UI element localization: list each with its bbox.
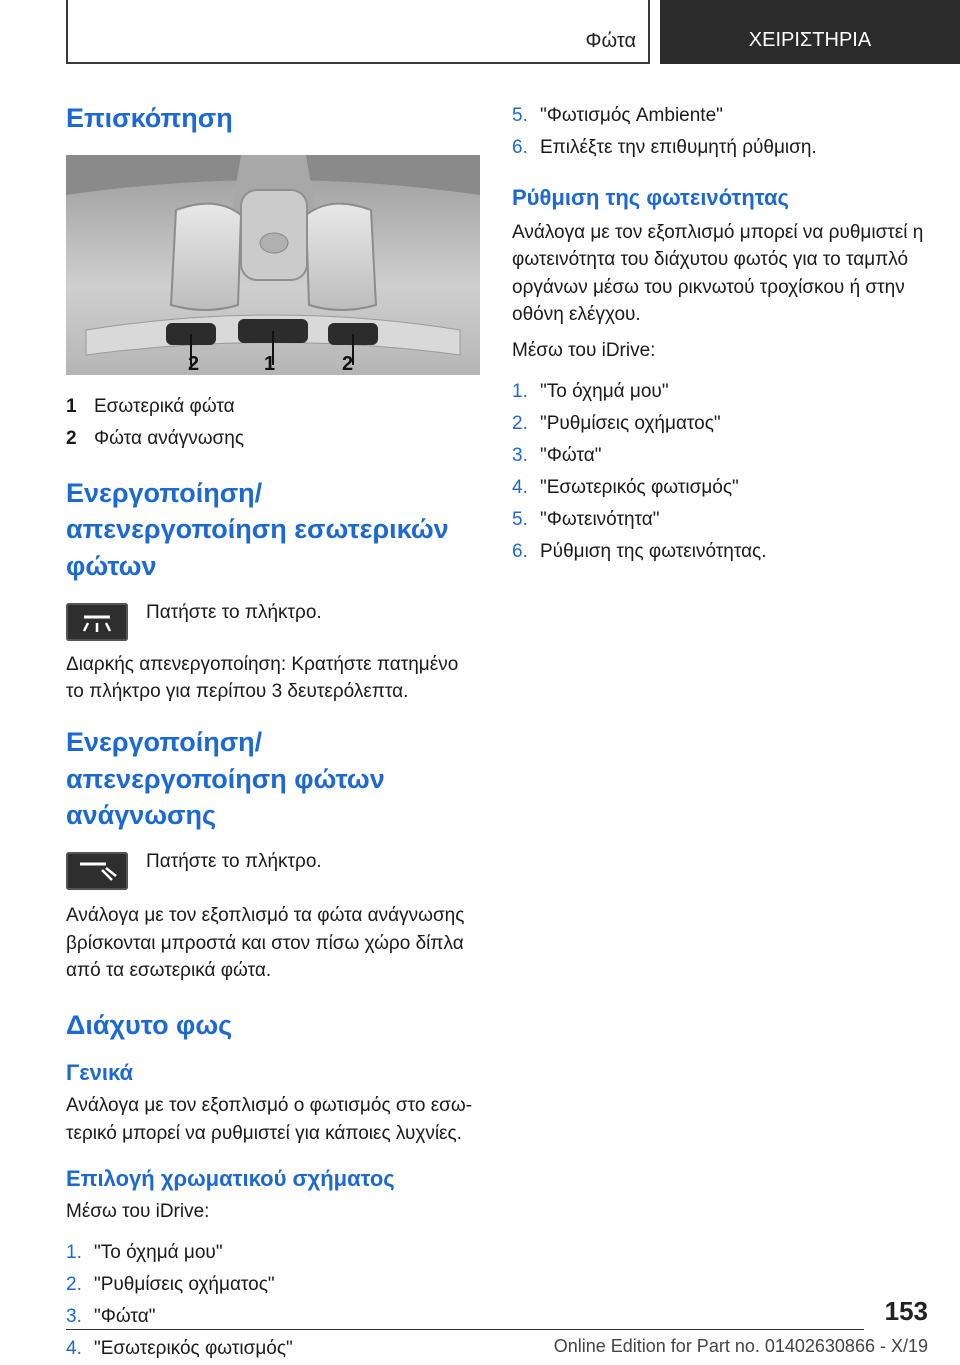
step-text: "Φωτεινότητα" xyxy=(540,509,660,531)
figure-legend xyxy=(66,391,480,455)
general-desc-text: Ανάλογα με τον εξοπλισμό ο φωτισμός στο εσω- τερικό μπορεί να ρυθμιστεί για κάποιες λυχνίες. xyxy=(66,1095,473,1144)
legend-number: 1 xyxy=(66,395,77,417)
overhead-console-illustration xyxy=(66,155,480,375)
brightness-heading: Ρύθμιση της φωτεινότητας xyxy=(512,185,789,210)
ambient-light-heading: Διάχυτο φως xyxy=(66,1009,233,1040)
left-column xyxy=(66,100,480,1365)
overview-heading: Επισκόπηση xyxy=(66,103,233,133)
step-number: 5. xyxy=(512,509,528,531)
step-number: 4. xyxy=(66,1338,82,1360)
footer-divider xyxy=(66,1329,864,1330)
overhead-console-image xyxy=(66,155,480,375)
step-text: "Εσωτερικός φωτισμός" xyxy=(94,1338,293,1360)
step-number: 3. xyxy=(66,1306,82,1328)
list-item xyxy=(512,472,950,504)
figure-label-right: 2 xyxy=(342,352,354,375)
step-text: "Εσωτερικός φωτισμός" xyxy=(540,477,739,499)
interior-light-instruction xyxy=(66,599,480,641)
list-item xyxy=(512,100,950,132)
step-text: Επιλέξτε την επιθυμητή ρύθμιση. xyxy=(540,137,817,158)
color-via-text: Μέσω του iDrive: xyxy=(66,1200,210,1222)
interior-light-button-icon xyxy=(66,603,128,641)
list-item xyxy=(66,1269,480,1301)
figure-label-left: 2 xyxy=(188,352,200,375)
step-text: "Φώτα" xyxy=(94,1306,156,1328)
chapter-title: Φώτα xyxy=(585,30,636,52)
right-column xyxy=(512,100,950,568)
step-number: 1. xyxy=(512,381,528,403)
step-text: "Το όχημά μου" xyxy=(540,381,669,403)
step-number: 1. xyxy=(66,1242,82,1264)
step-text: "Φώτα" xyxy=(540,445,602,467)
color-scheme-heading: Επιλογή χρωματικού σχήματος xyxy=(66,1166,395,1192)
brightness-desc-text: Ανάλογα με τον εξοπλισμό μπορεί να ρυθμιστεί η φωτεινότητα του διάχυτου φωτός για το ταμπλό οργάνων μέσω του ρικνωτού τροχίσκου ή στην οθόνη ελέγχου. xyxy=(512,221,924,326)
step-text: "Ρυθμίσεις οχήματος" xyxy=(94,1274,275,1296)
brightness-steps xyxy=(512,376,950,568)
reading-desc-text: Ανάλογα με τον εξοπλισμό τα φώτα ανάγνωσης βρίσκονται μπροστά και στον πίσω χώρο δίπλα από τα εσωτερικά φώτα. xyxy=(66,905,465,982)
page-number: 153 xyxy=(884,1296,928,1326)
list-item xyxy=(512,440,950,472)
legend-text: Εσωτερικά φώτα xyxy=(94,395,235,417)
reading-lights-heading: Ενεργοποίηση/απενεργοποίηση φώτων ανάγνωσης xyxy=(66,726,385,831)
list-item xyxy=(512,376,950,408)
interior-press-text: Πατήστε το πλήκτρο. xyxy=(146,601,322,623)
list-item xyxy=(66,1237,480,1269)
brightness-via-text: Μέσω του iDrive: xyxy=(512,339,656,361)
section-tab: ΧΕΙΡΙΣΤΗΡΙΑ xyxy=(660,0,960,64)
reading-press-text: Πατήστε το πλήκτρο. xyxy=(146,851,322,873)
legend-item xyxy=(66,391,480,423)
interior-lights-heading: Ενεργοποίηση/απενεργοποίηση εσωτερικών φώτων xyxy=(66,477,449,582)
list-item xyxy=(512,536,950,568)
list-item xyxy=(66,1333,480,1365)
list-item xyxy=(512,504,950,536)
list-item xyxy=(512,408,950,440)
footer-edition: Online Edition for Part no. 01402630866 - X/19 xyxy=(553,1336,928,1356)
step-number: 2. xyxy=(66,1274,82,1296)
step-number: 6. xyxy=(512,541,528,563)
list-item xyxy=(512,132,950,164)
step-number: 3. xyxy=(512,445,528,467)
legend-item xyxy=(66,423,480,455)
step-text: "Το όχημά μου" xyxy=(94,1242,223,1264)
step-text: "Ρυθμίσεις οχήματος" xyxy=(540,413,721,435)
step-number: 4. xyxy=(512,477,528,499)
color-scheme-steps xyxy=(66,1237,480,1365)
color-scheme-steps-continued xyxy=(512,100,950,164)
interior-permanent-text: Διαρκής απενεργοποίηση: Κρατήστε πατημένο το πλήκτρο για περίπου 3 δευτερόλεπτα. xyxy=(66,653,459,703)
step-text: "Φωτισμός Ambiente" xyxy=(540,105,723,126)
header-chapter-box xyxy=(66,0,650,64)
figure-label-center: 1 xyxy=(264,352,276,375)
step-number: 5. xyxy=(512,105,528,126)
step-text: Ρύθμιση της φωτεινότητας. xyxy=(540,541,767,563)
legend-text: Φώτα ανάγνωσης xyxy=(94,427,244,449)
legend-number: 2 xyxy=(66,427,77,449)
reading-light-button-icon xyxy=(66,852,128,890)
reading-light-instruction xyxy=(66,848,480,890)
step-number: 2. xyxy=(512,413,528,435)
step-number: 6. xyxy=(512,137,528,158)
general-heading: Γενικά xyxy=(66,1060,134,1086)
